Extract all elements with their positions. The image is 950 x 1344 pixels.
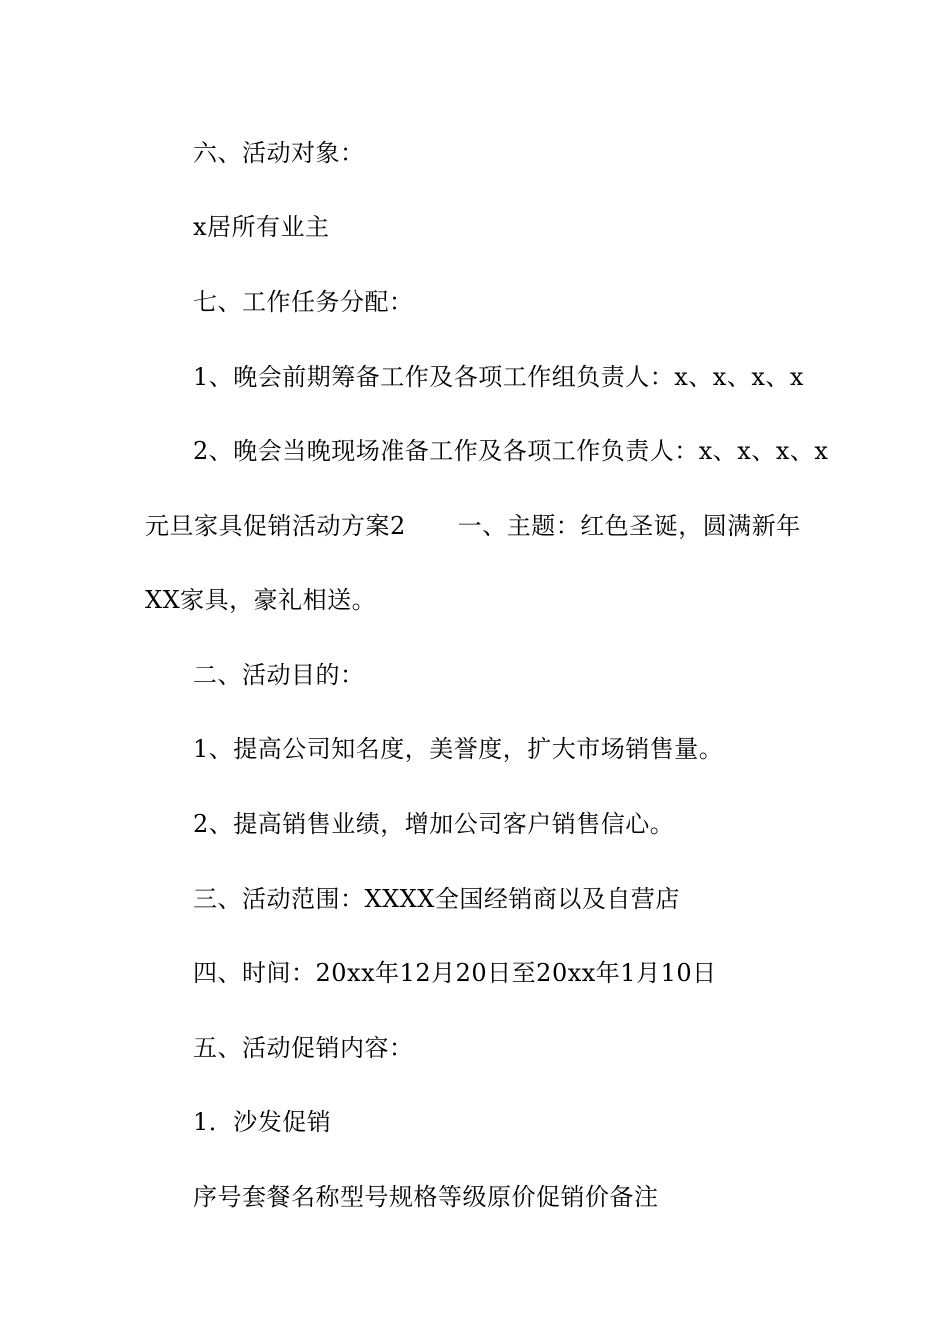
- document-title-line: [145, 511, 825, 541]
- section-heading-purpose: 二、活动目的：: [193, 661, 365, 689]
- section-heading-promotion-content: 五、活动促销内容：: [193, 1034, 414, 1062]
- paragraph-task-2: 2、晚会当晚现场准备工作及各项工作负责人：x、x、x、x: [193, 437, 829, 465]
- paragraph-purpose-1: 1、提高公司知名度，美誉度，扩大市场销售量。: [193, 735, 724, 763]
- paragraph-theme-continued: XX家具，豪礼相送。: [145, 586, 377, 614]
- document-title: 元旦家具促销活动方案2: [145, 512, 406, 540]
- section-heading-theme: 一、主题：红色圣诞，圆满新年: [457, 512, 801, 540]
- section-heading-time: 四、时间：20xx年12月20日至20xx年1月10日: [193, 959, 717, 987]
- section-heading-task-assignment: 七、工作任务分配：: [193, 288, 414, 316]
- section-heading-audience: 六、活动对象：: [193, 139, 365, 167]
- table-header-text: 序号套餐名称型号规格等级原价促销价备注: [193, 1183, 659, 1211]
- paragraph-task-1: 1、晚会前期筹备工作及各项工作组负责人：x、x、x、x: [193, 363, 804, 391]
- paragraph-sofa-promotion: 1．沙发促销: [193, 1108, 332, 1136]
- section-heading-scope: 三、活动范围：XXXX全国经销商以及自营店: [193, 885, 680, 913]
- paragraph-audience: x居所有业主: [193, 213, 330, 241]
- paragraph-purpose-2: 2、提高销售业绩，增加公司客户销售信心。: [193, 810, 675, 838]
